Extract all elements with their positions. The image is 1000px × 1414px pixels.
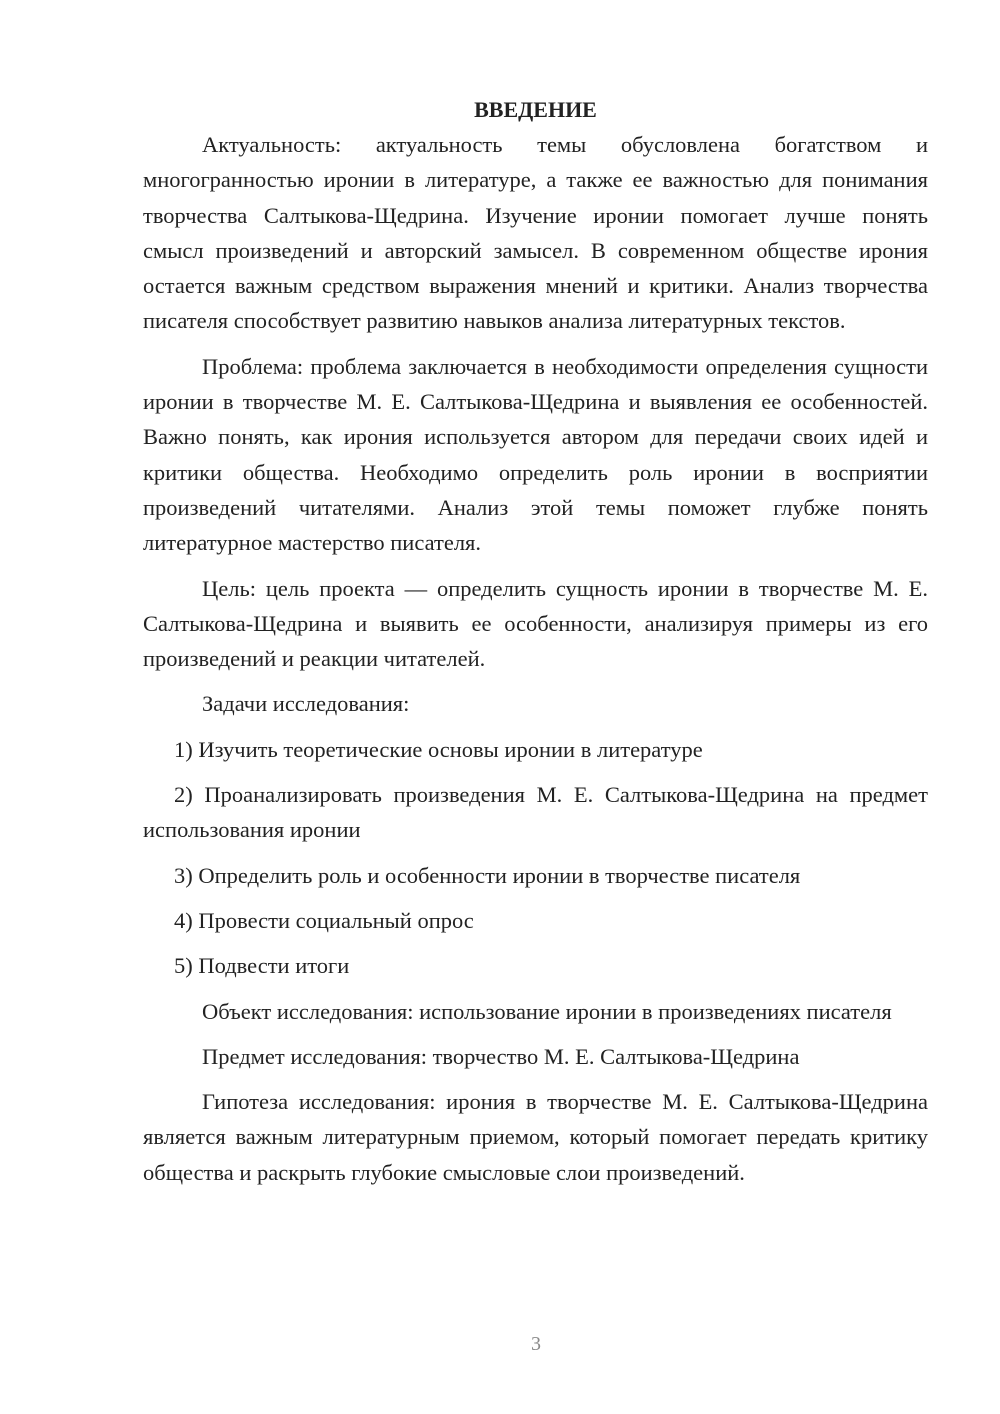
document-page [143,92,928,1200]
task-item-2: 2) Проанализировать произведения М. Е. Салтыкова-Щедрина на предмет использования иронии [143,782,928,843]
tasks-title: Задачи исследования: [202,691,410,717]
task-item-5: 5) Подвести итоги [174,953,350,979]
paragraph-subject: Предмет исследования: творчество М. Е. Салтыкова-Щедрина [202,1043,800,1069]
paragraph-object: Объект исследования: использование иронии в произведениях писателя [202,998,892,1024]
task-item-3: 3) Определить роль и особенности иронии в творчестве писателя [174,862,801,888]
task-item-1: 1) Изучить теоретические основы иронии в литературе [174,736,703,762]
paragraph-goal: Цель: цель проекта — определить сущность иронии в творчестве М. Е. Салтыкова-Щедрина и выявить ее особенности, анализируя примеры из его произведений и реакции читателей. [143,575,928,672]
paragraph-relevance: Актуальность: актуальность темы обусловлена богатством и многогранностью иронии в литературе, а также ее важностью для понимания творчества Салтыкова-Щедрина. Изучение иронии помогает лучше понять смысл произведений и авторский замысел. В современном обществе ирония остается важным средством выражения мнений и критики. Анализ творчества писателя способствует развитию навыков анализа литературных текстов. [143,132,928,334]
section-heading: ВВЕДЕНИЕ [474,97,597,122]
paragraph-problem: Проблема: проблема заключается в необходимости определения сущности иронии в творчестве М. Е. Салтыкова-Щедрина и выявления ее особенностей. Важно понять, как ирония используется автором для передачи своих идей и критики общества. Необходимо определить роль иронии в восприятии произведений читателями. Анализ этой темы поможет глубже понять литературное мастерство писателя. [143,353,928,556]
task-item-4: 4) Провести социальный опрос [174,907,474,933]
page-number: 3 [531,1333,541,1355]
paragraph-hypothesis: Гипотеза исследования: ирония в творчестве М. Е. Салтыкова-Щедрина является важным литературным приемом, который помогает передать критику общества и раскрыть глубокие смысловые слои произведений. [143,1089,928,1185]
